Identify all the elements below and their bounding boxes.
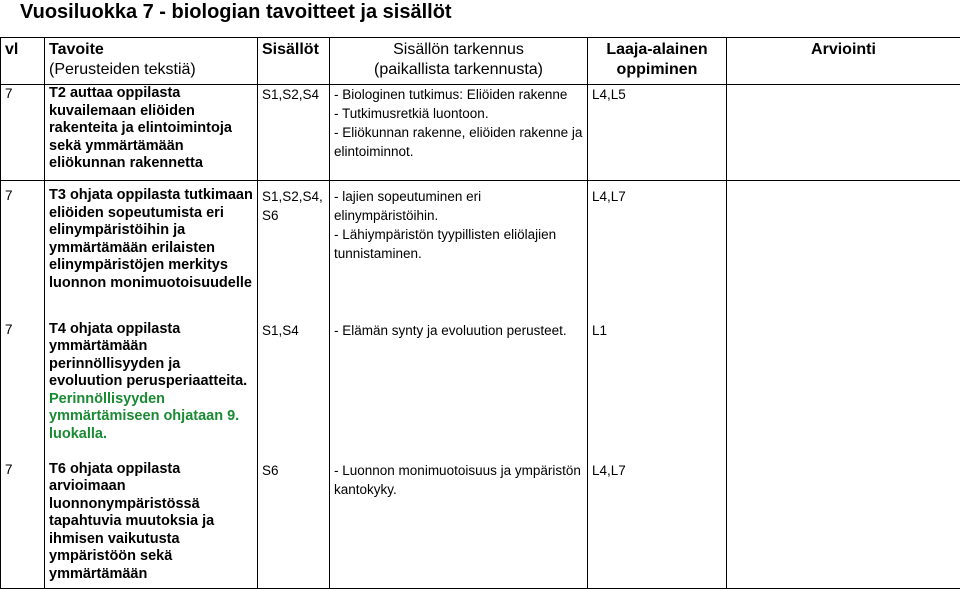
curriculum-table — [0, 37, 960, 589]
header-laaja: Laaja-alainen oppiminen — [588, 38, 727, 85]
header-sisallot: Sisällöt — [258, 38, 330, 85]
table-row — [1, 321, 960, 461]
row-arviointi — [727, 181, 960, 321]
header-tarkennus: Sisällön tarkennus (paikallista tarkennusta) — [330, 38, 588, 85]
row-goal: T2 auttaa oppilasta kuvailemaan eliöiden rakenteita ja elintoimintoja sekä ymmärtämään eliökunnan rakennetta — [45, 85, 258, 181]
detail-line: - lajien sopeutuminen eri elinympäristöihin. — [334, 187, 583, 225]
row-details — [330, 321, 588, 461]
detail-line: - Biologinen tutkimus: Eliöiden rakenne — [334, 85, 583, 104]
header-tavoite: Tavoite (Perusteiden tekstiä) — [45, 38, 258, 85]
row-goal: T3 ohjata oppilasta tutkimaan eliöiden sopeutumista eri elinympäristöihin ja ymmärtämään erilaisten elinympäristöjen merkitys luonnon monimuotoisuudelle — [45, 181, 258, 321]
header-tavoite-sub: (Perusteiden tekstiä) — [49, 60, 253, 80]
table-row — [1, 181, 960, 321]
row-vl: 7 — [1, 85, 45, 181]
page-title: Vuosiluokka 7 - biologian tavoitteet ja sisällöt — [20, 0, 452, 24]
header-row — [1, 38, 960, 85]
row-sisallot: S1,S2,S4, S6 — [258, 181, 330, 321]
row-sisallot: S6 — [258, 461, 330, 589]
row-laaja: L4,L7 — [588, 461, 727, 589]
header-arviointi: Arviointi — [727, 38, 960, 85]
row-goal: T6 ohjata oppilasta arvioimaan luonnonympäristössä tapahtuvia muutoksia ja ihmisen vaikutusta ympäristöön sekä ymmärtämään — [45, 461, 258, 589]
detail-line: - Eliökunnan rakenne, eliöiden rakenne ja elintoiminnot. — [334, 123, 583, 161]
row-sisallot: S1,S2,S4 — [258, 85, 330, 181]
row-details — [330, 181, 588, 321]
row-laaja: L1 — [588, 321, 727, 461]
row-vl: 7 — [1, 181, 45, 321]
row-arviointi — [727, 461, 960, 589]
header-tarkennus-sub: (paikallista tarkennusta) — [334, 60, 583, 80]
header-laaja-sub: oppiminen — [592, 60, 722, 80]
row-goal-note: Perinnöllisyyden ymmärtämiseen ohjataan 9. luokalla. — [49, 391, 253, 444]
row-arviointi — [727, 321, 960, 461]
table-row — [1, 85, 960, 181]
detail-line: - Lähiympäristön tyypillisten eliölajien tunnistaminen. — [334, 225, 583, 263]
detail-line: - Elämän synty ja evoluution perusteet. — [334, 321, 583, 340]
row-arviointi — [727, 85, 960, 181]
detail-line: - Tutkimusretkiä luontoon. — [334, 104, 583, 123]
row-vl: 7 — [1, 461, 45, 589]
detail-line: - Luonnon monimuotoisuus ja ympäristön kantokyky. — [334, 461, 583, 499]
row-sisallot: S1,S4 — [258, 321, 330, 461]
row-laaja: L4,L7 — [588, 181, 727, 321]
row-goal: T4 ohjata oppilasta ymmärtämään perinnöllisyyden ja evoluution perusperiaatteita. Perinnöllisyyden ymmärtämiseen ohjataan 9. luokalla. — [45, 321, 258, 461]
row-details — [330, 461, 588, 589]
row-vl: 7 — [1, 321, 45, 461]
row-details — [330, 85, 588, 181]
row-laaja: L4,L5 — [588, 85, 727, 181]
header-vl: vl — [1, 38, 45, 85]
table-row — [1, 461, 960, 589]
